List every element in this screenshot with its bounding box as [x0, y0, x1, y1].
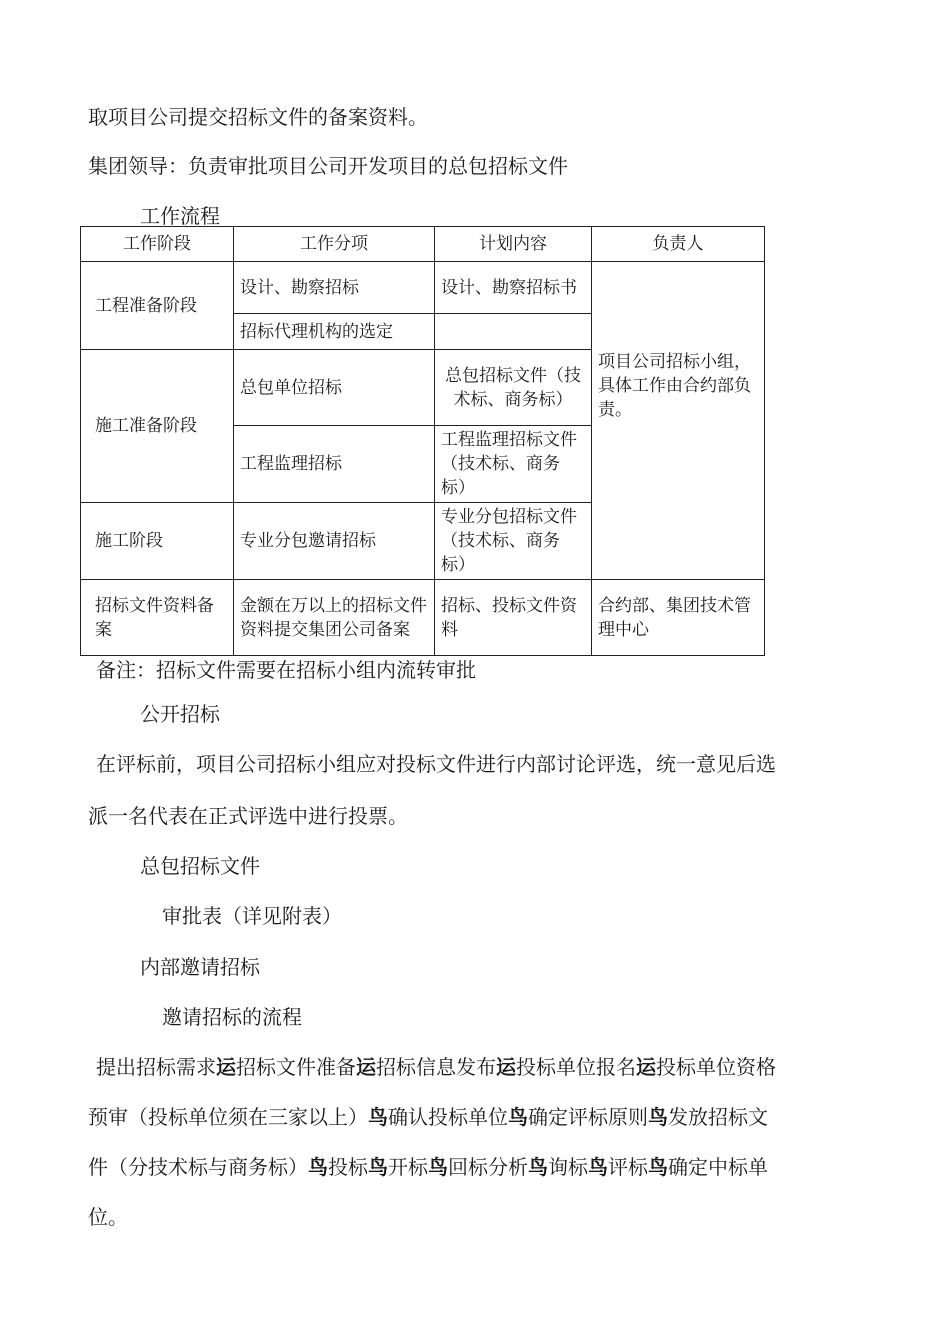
flow-step: 确认投标单位: [388, 1105, 508, 1129]
flow-step: 投标单位资格: [656, 1055, 776, 1079]
flow-step: 发放招标文: [668, 1105, 768, 1129]
flow-arrow-glyph: 鸟: [648, 1105, 668, 1129]
table-header-cell: 负责人: [592, 227, 765, 262]
flow-step: 件（分技术标与商务标）: [88, 1155, 308, 1179]
flow-arrow-glyph: 运: [356, 1055, 376, 1079]
paragraph-review-line1: 在评标前，项目公司招标小组应对投标文件进行内部讨论评选，统一意见后选: [96, 752, 776, 776]
table-row: [81, 580, 765, 656]
plan-cell: 招标、投标文件资料: [435, 580, 592, 656]
flow-arrow-glyph: 运: [496, 1055, 516, 1079]
item-cell: 总包单位招标: [234, 350, 435, 426]
plan-cell: 总包招标文件（技术标、商务标）: [435, 350, 592, 426]
stage-cell: 工程准备阶段: [81, 262, 234, 350]
flow-step: 确定中标单: [668, 1155, 768, 1179]
flow-step: 确定评标原则: [528, 1105, 648, 1129]
flow-step: 评标: [608, 1155, 648, 1179]
paragraph-archive-info: 取项目公司提交招标文件的备案资料。: [88, 105, 428, 129]
flow-arrow-glyph: 运: [216, 1055, 236, 1079]
flow-arrow-glyph: 鸟: [648, 1155, 668, 1179]
flow-step: 开标: [388, 1155, 428, 1179]
flow-step: 提出招标需求: [96, 1055, 216, 1079]
item-cell: 专业分包邀请招标: [234, 503, 435, 580]
flow-arrow-glyph: 鸟: [428, 1155, 448, 1179]
stage-cell: 招标文件资料备案: [81, 580, 234, 656]
flow-arrow-glyph: 鸟: [368, 1105, 388, 1129]
owner-cell: 合约部、集团技术管理中心: [592, 580, 765, 656]
section-heading-internal-invitation: 内部邀请招标: [140, 955, 260, 979]
plan-cell: 专业分包招标文件（技术标、商务标）: [435, 503, 592, 580]
flow-arrow-glyph: 鸟: [528, 1155, 548, 1179]
flow-step: 招标信息发布: [376, 1055, 496, 1079]
flow-line: [88, 1104, 768, 1130]
plan-cell: 工程监理招标文件（技术标、商务标）: [435, 426, 592, 503]
item-cell: 工程监理招标: [234, 426, 435, 503]
note-approval: 备注：招标文件需要在招标小组内流转审批: [96, 658, 476, 682]
table-header-row: [81, 227, 765, 262]
section-heading-workflow: 工作流程: [140, 204, 220, 228]
table-header-cell: 工作阶段: [81, 227, 234, 262]
table-header-cell: 计划内容: [435, 227, 592, 262]
flow-arrow-glyph: 鸟: [368, 1155, 388, 1179]
item-cell: 金额在万以上的招标文件资料提交集团公司备案: [234, 580, 435, 656]
table-row: [81, 262, 765, 314]
flow-arrow-glyph: 鸟: [508, 1105, 528, 1129]
stage-cell: 施工准备阶段: [81, 350, 234, 503]
flow-line-end: 位。: [88, 1205, 128, 1229]
flow-arrow-glyph: 鸟: [588, 1155, 608, 1179]
flow-step: 询标: [548, 1155, 588, 1179]
plan-cell: 设计、勘察招标书: [435, 262, 592, 314]
paragraph-group-leader: 集团领导：负责审批项目公司开发项目的总包招标文件: [88, 154, 568, 178]
section-heading-public-bidding: 公开招标: [140, 702, 220, 726]
flow-step: 回标分析: [448, 1155, 528, 1179]
flow-step: 投标单位报名: [516, 1055, 636, 1079]
item-cell: 设计、勘察招标: [234, 262, 435, 314]
workflow-table: [80, 226, 765, 656]
table-header-cell: 工作分项: [234, 227, 435, 262]
flow-line: [88, 1154, 768, 1180]
flow-arrow-glyph: 运: [636, 1055, 656, 1079]
flow-arrow-glyph: 鸟: [308, 1155, 328, 1179]
flow-line: [96, 1054, 776, 1080]
approval-table-reference: 审批表（详见附表）: [162, 904, 342, 928]
flow-step: 招标文件准备: [236, 1055, 356, 1079]
plan-cell: [435, 314, 592, 350]
section-heading-invitation-flow: 邀请招标的流程: [162, 1005, 302, 1029]
flow-step: 投标: [328, 1155, 368, 1179]
stage-cell: 施工阶段: [81, 503, 234, 580]
section-heading-general-contract-doc: 总包招标文件: [140, 854, 260, 878]
paragraph-review-line2: 派一名代表在正式评选中进行投票。: [88, 804, 408, 828]
owner-cell: 项目公司招标小组，具体工作由合约部负责。: [592, 262, 765, 580]
flow-step: 预审（投标单位须在三家以上）: [88, 1105, 368, 1129]
item-cell: 招标代理机构的选定: [234, 314, 435, 350]
